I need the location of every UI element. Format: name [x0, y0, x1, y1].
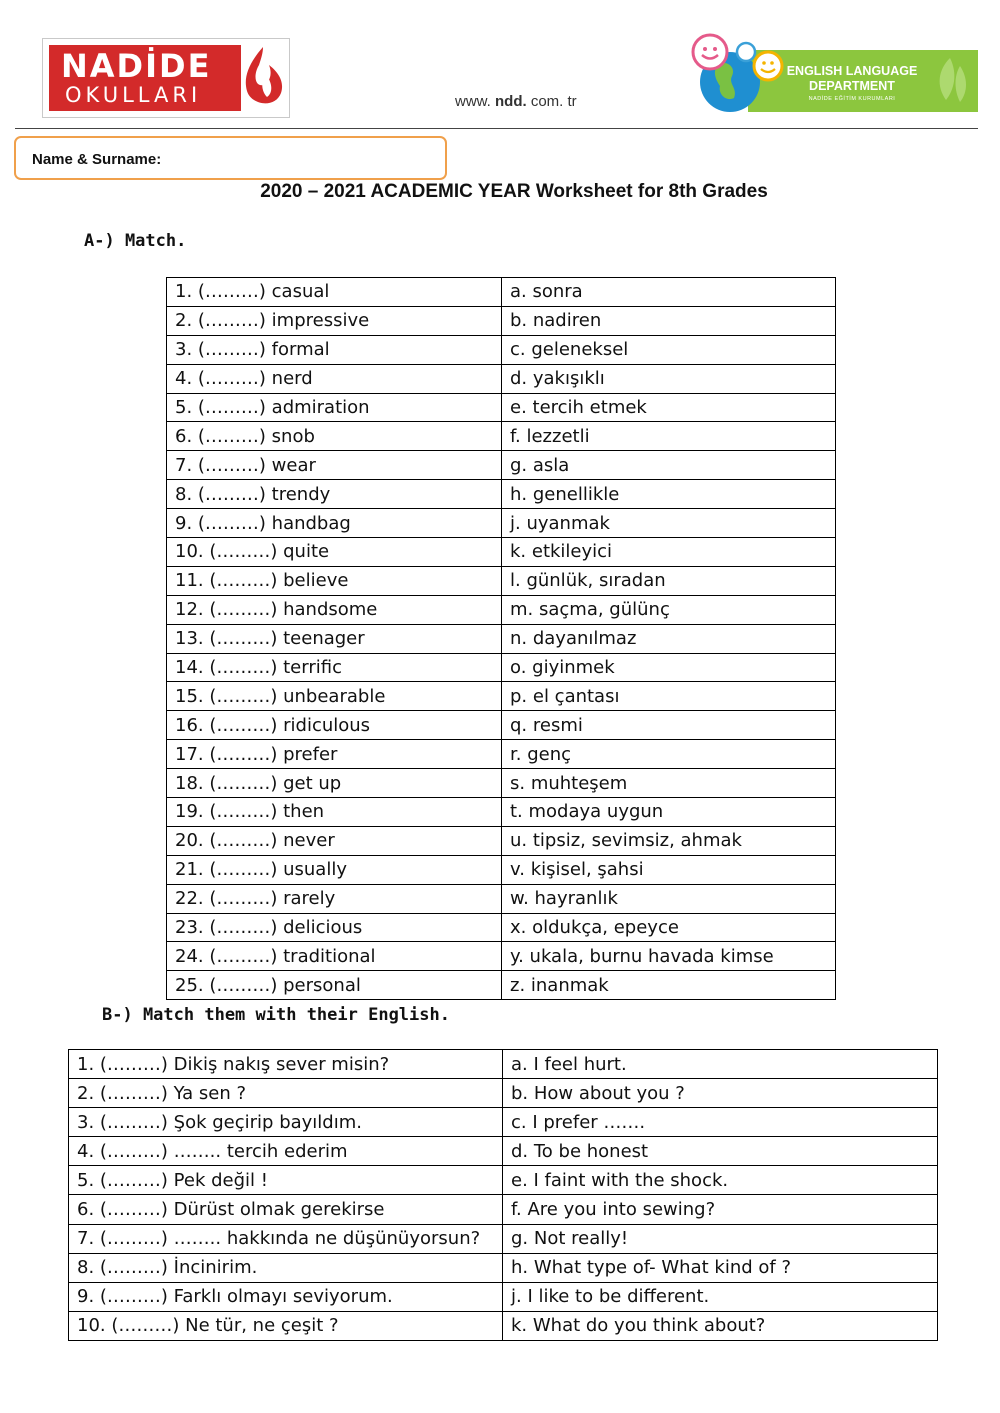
meaning-cell: f. Are you into sewing?: [503, 1195, 938, 1224]
meaning-cell: g. Not really!: [503, 1224, 938, 1253]
term-cell[interactable]: 2. (………) Ya sen ?: [69, 1079, 503, 1108]
table-row: [69, 1079, 938, 1108]
table-row: [167, 624, 836, 653]
term-cell[interactable]: 8. (………) trendy: [167, 480, 502, 509]
term-cell[interactable]: 10. (………) quite: [167, 538, 502, 567]
table-row: [167, 422, 836, 451]
name-surname-field[interactable]: [14, 136, 447, 180]
table-row: [167, 364, 836, 393]
table-row: [167, 855, 836, 884]
match-table-b: [68, 1049, 938, 1341]
table-row: [167, 566, 836, 595]
term-cell[interactable]: 5. (………) admiration: [167, 393, 502, 422]
term-cell[interactable]: 24. (………) traditional: [167, 942, 502, 971]
meaning-cell: b. How about you ?: [503, 1079, 938, 1108]
table-row: [167, 451, 836, 480]
meaning-cell: u. tipsiz, sevimsiz, ahmak: [502, 826, 836, 855]
meaning-cell: k. etkileyici: [502, 538, 836, 567]
table-row: [167, 682, 836, 711]
table-row: [167, 913, 836, 942]
term-cell[interactable]: 4. (………) nerd: [167, 364, 502, 393]
table-row: [167, 509, 836, 538]
meaning-cell: j. uyanmak: [502, 509, 836, 538]
meaning-cell: j. I like to be different.: [503, 1282, 938, 1311]
term-cell[interactable]: 18. (………) get up: [167, 769, 502, 798]
table-row: [167, 826, 836, 855]
meaning-cell: v. kişisel, şahsi: [502, 855, 836, 884]
table-row: [69, 1224, 938, 1253]
term-cell[interactable]: 25. (………) personal: [167, 971, 502, 1000]
table-row: [69, 1195, 938, 1224]
meaning-cell: c. I prefer …….: [503, 1108, 938, 1137]
meaning-cell: a. I feel hurt.: [503, 1050, 938, 1079]
table-row: [167, 942, 836, 971]
table-row: [69, 1050, 938, 1079]
table-row: [167, 653, 836, 682]
meaning-cell: h. genellikle: [502, 480, 836, 509]
table-row: [69, 1137, 938, 1166]
table-row: [167, 538, 836, 567]
meaning-cell: q. resmi: [502, 711, 836, 740]
term-cell[interactable]: 23. (………) delicious: [167, 913, 502, 942]
table-row: [167, 740, 836, 769]
table-row: [167, 595, 836, 624]
table-row: [167, 884, 836, 913]
term-cell[interactable]: 10. (………) Ne tür, ne çeşit ?: [69, 1311, 503, 1340]
term-cell[interactable]: 6. (………) Dürüst olmak gerekirse: [69, 1195, 503, 1224]
table-row: [69, 1108, 938, 1137]
meaning-cell: y. ukala, burnu havada kimse: [502, 942, 836, 971]
website-url[interactable]: www. ndd. com. tr: [455, 93, 577, 110]
meaning-cell: m. saçma, gülünç: [502, 595, 836, 624]
meaning-cell: h. What type of- What kind of ?: [503, 1253, 938, 1282]
term-cell[interactable]: 9. (………) Farklı olmayı seviyorum.: [69, 1282, 503, 1311]
term-cell[interactable]: 9. (………) handbag: [167, 509, 502, 538]
table-row: [167, 278, 836, 307]
school-logo: [42, 38, 290, 118]
term-cell[interactable]: 12. (………) handsome: [167, 595, 502, 624]
meaning-cell: w. hayranlık: [502, 884, 836, 913]
term-cell[interactable]: 3. (………) formal: [167, 335, 502, 364]
meaning-cell: t. modaya uygun: [502, 798, 836, 827]
term-cell[interactable]: 14. (………) terrific: [167, 653, 502, 682]
table-row: [167, 393, 836, 422]
match-table-a: [166, 277, 836, 1000]
term-cell[interactable]: 19. (………) then: [167, 798, 502, 827]
meaning-cell: x. oldukça, epeyce: [502, 913, 836, 942]
term-cell[interactable]: 13. (………) teenager: [167, 624, 502, 653]
meaning-cell: a. sonra: [502, 278, 836, 307]
term-cell[interactable]: 16. (………) ridiculous: [167, 711, 502, 740]
term-cell[interactable]: 15. (………) unbearable: [167, 682, 502, 711]
meaning-cell: p. el çantası: [502, 682, 836, 711]
meaning-cell: f. lezzetli: [502, 422, 836, 451]
meaning-cell: z. inanmak: [502, 971, 836, 1000]
table-row: [167, 335, 836, 364]
meaning-cell: g. asla: [502, 451, 836, 480]
term-cell[interactable]: 20. (………) never: [167, 826, 502, 855]
flame-icon: [239, 43, 287, 115]
table-row: [167, 971, 836, 1000]
meaning-cell: o. giyinmek: [502, 653, 836, 682]
department-subtitle: NADİDE EĞİTİM KURUMLARI: [808, 96, 896, 102]
table-row: [167, 711, 836, 740]
term-cell[interactable]: 8. (………) İncinirim.: [69, 1253, 503, 1282]
term-cell[interactable]: 1. (………) Dikiş nakış sever misin?: [69, 1050, 503, 1079]
table-row: [69, 1253, 938, 1282]
table-row: [167, 798, 836, 827]
section-b-heading: B-) Match them with their English.: [102, 1005, 450, 1025]
term-cell[interactable]: 22. (………) rarely: [167, 884, 502, 913]
meaning-cell: d. To be honest: [503, 1137, 938, 1166]
table-row: [69, 1166, 938, 1195]
term-cell[interactable]: 4. (………) …….. tercih ederim: [69, 1137, 503, 1166]
school-subname: OKULLARI: [65, 83, 202, 107]
meaning-cell: e. I faint with the shock.: [503, 1166, 938, 1195]
term-cell[interactable]: 17. (………) prefer: [167, 740, 502, 769]
meaning-cell: k. What do you think about?: [503, 1311, 938, 1340]
table-row: [167, 769, 836, 798]
term-cell[interactable]: 7. (………) …….. hakkında ne düşünüyorsun?: [69, 1224, 503, 1253]
table-row: [167, 480, 836, 509]
meaning-cell: b. nadiren: [502, 306, 836, 335]
term-cell[interactable]: 2. (………) impressive: [167, 306, 502, 335]
table-row: [69, 1311, 938, 1340]
meaning-cell: r. genç: [502, 740, 836, 769]
meaning-cell: s. muhteşem: [502, 769, 836, 798]
meaning-cell: e. tercih etmek: [502, 393, 836, 422]
section-a-heading: A-) Match.: [84, 231, 187, 251]
header-divider: [15, 128, 978, 129]
worksheet-title: 2020 – 2021 ACADEMIC YEAR Worksheet for 8th Grades: [260, 181, 768, 202]
meaning-cell: l. günlük, sıradan: [502, 566, 836, 595]
term-cell[interactable]: 5. (………) Pek değil !: [69, 1166, 503, 1195]
term-cell[interactable]: 7. (………) wear: [167, 451, 502, 480]
term-cell[interactable]: 6. (………) snob: [167, 422, 502, 451]
meaning-cell: d. yakışıklı: [502, 364, 836, 393]
meaning-cell: n. dayanılmaz: [502, 624, 836, 653]
department-title: ENGLISH LANGUAGE DEPARTMENT: [786, 64, 918, 93]
term-cell[interactable]: 1. (………) casual: [167, 278, 502, 307]
term-cell[interactable]: 11. (………) believe: [167, 566, 502, 595]
term-cell[interactable]: 21. (………) usually: [167, 855, 502, 884]
table-row: [69, 1282, 938, 1311]
school-name: NADİDE: [61, 47, 212, 85]
table-row: [167, 306, 836, 335]
meaning-cell: c. geleneksel: [502, 335, 836, 364]
department-logo: [688, 30, 978, 114]
name-surname-label: Name & Surname:: [32, 151, 162, 168]
term-cell[interactable]: 3. (………) Şok geçirip bayıldım.: [69, 1108, 503, 1137]
